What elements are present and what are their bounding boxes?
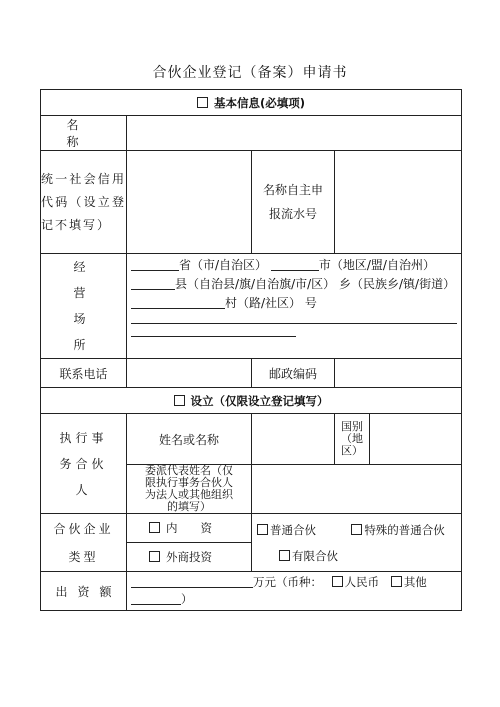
capital-label: 出资额 (41, 572, 127, 611)
checkbox-rmb[interactable] (332, 576, 343, 587)
delegate-label: 委派代表姓名（仅限执行事务合伙人为法人或其他组织的填写） (127, 465, 252, 514)
checkbox-special-general[interactable] (351, 524, 362, 535)
credit-code-field[interactable] (127, 151, 252, 254)
phone-field[interactable] (127, 359, 252, 388)
nationality-label: 国别（地区） (335, 414, 370, 464)
exec-partner-name-field[interactable] (252, 414, 335, 465)
section-setup: 设立（仅限设立登记填写） (41, 388, 462, 414)
address-label: 经 营 场 所 (41, 254, 127, 359)
other-currency-blank[interactable] (131, 592, 181, 605)
checkbox-general-partnership[interactable] (257, 524, 268, 535)
page-title: 合伙企业登记（备案）申请书 (152, 65, 348, 81)
nationality-field[interactable] (370, 414, 461, 464)
exec-partner-label: 执行事务合伙人 (41, 414, 127, 514)
name-or-title-label: 姓名或名称 (127, 414, 252, 465)
village-blank[interactable] (131, 296, 225, 309)
checkbox-icon[interactable] (197, 97, 208, 108)
phone-label: 联系电话 (41, 359, 127, 388)
county-blank[interactable] (131, 277, 175, 290)
checkbox-foreign[interactable] (149, 551, 160, 562)
capital-amount-blank[interactable] (131, 575, 253, 588)
name-field[interactable] (127, 116, 462, 151)
city-blank[interactable] (271, 258, 319, 271)
name-label: 名 称 (41, 116, 127, 151)
postcode-field[interactable] (335, 359, 462, 388)
enterprise-type-label: 合伙企业类型 (41, 514, 127, 572)
self-declare-field[interactable] (335, 151, 462, 254)
checkbox-other-currency[interactable] (391, 576, 402, 587)
address-field[interactable]: 省（市/自治区） 市（地区/盟/自治州） 县（自治县/旗/自治旗/市/区） 乡（民族乡/镇/街道）村（路/社区） 号 (127, 254, 462, 359)
checkbox-limited-partnership[interactable] (279, 550, 290, 561)
province-blank[interactable] (131, 258, 179, 271)
address-line[interactable] (131, 336, 296, 337)
delegate-field[interactable] (252, 465, 462, 514)
checkbox-icon[interactable] (174, 395, 185, 406)
registration-form: 基本信息(必填项) 名 称 统一社会信用代码（设立登记不填写） 名称自主申报流水号 经 营 场 所 省（市/自治区） 市（地区/盟/自治州） 县（自治县/旗/自治旗/市/区） 乡（民族乡/镇/街道）村（路/社区） 号 联系电话 邮政编码 设立（仅限设立登记填写） 执行事务合伙人 姓名或名称 国别（地区） 委派代表姓名（仅限执行事务合伙人为法人或其他组织的填写） 合伙企业类型 内 资 外商投资 普通合伙 特殊的普通合伙 有限合伙 出资额 万元（币种： 人民币 其他） (40, 89, 462, 611)
address-line[interactable] (131, 323, 457, 324)
credit-code-label: 统一社会信用代码（设立登记不填写） (41, 151, 127, 254)
checkbox-domestic[interactable] (149, 522, 160, 533)
self-declare-label: 名称自主申报流水号 (252, 151, 335, 254)
postcode-label: 邮政编码 (252, 359, 335, 388)
section-basic-info: 基本信息(必填项) (41, 90, 462, 116)
